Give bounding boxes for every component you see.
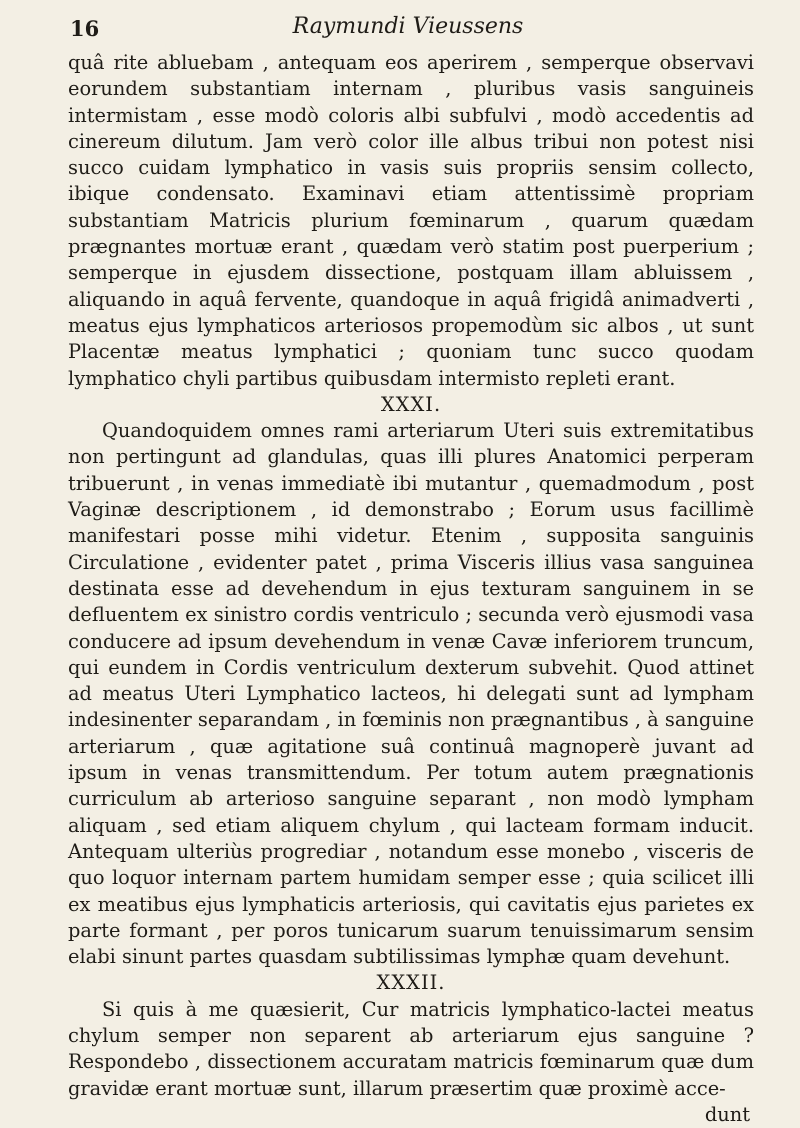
paragraph-continued: quâ rite abluebam , antequam eos aperirem , semperque observavi eorundem substantiam internam , pluribus vasis sanguineis intermistam , esse modò coloris albi subfulvi , modò accedentis ad cinereum dilutum. Jam verò color ille albus tribui non potest nisi succo cuidam lymphatico in vasis suis propriis sensim collecto, ibique condensato. Examinavi etiam attentissimè propriam substantiam Matricis plurium fœminarum , quarum quædam prægnantes mortuæ erant , quædam verò statim post puerperium ; semperque in ejusdem dissectione, postquam illam abluissem , aliquando in aquâ fervente, quandoque in aquâ frigidâ animadverti , meatus ejus lymphaticos arteriosos propemodùm sic albos , ut sunt Placentæ meatus lymphatici ; quoniam tunc succo quodam lymphatico chyli partibus quibusdam intermisto repleti erant.: [68, 51, 754, 390]
section-number-xxxii: XXXII.: [376, 971, 446, 995]
paragraph-xxxii: Si quis à me quæsierit, Cur matricis lymphatico-lactei meatus chylum semper non separent ab arteriarum ejus sanguine ? Respondebo , dissectionem accuratam matricis fœminarum quæ dum gravidæ erant mortuæ sunt, illarum præsertim quæ proximè acce-: [68, 997, 754, 1100]
paragraph-xxxi: Quandoquidem omnes rami arteriarum Uteri suis extremitatibus non pertingunt ad glandulas, quas illi plures Anatomici perperam tribuerunt , in venas immediatè ibi mutantur , quemadmodum , post Vaginæ descriptionem , id demonstrabo ; Eorum usus facillimè manifestari posse mihi videtur. Etenim , supposita sanguinis Circulatione , evidenter patet , prima Visceris illius vasa sanguinea destinata esse ad devehendum in ejus texturam sanguinem in se defluentem ex sinistro cordis ventriculo ; secunda verò ejusmodi vasa conducere ad ipsum devehendum in venæ Cavæ inferiorem truncum, qui eundem in Cordis ventriculum dexterum subvehit. Quod attinet ad meatus Uteri Lymphatico lacteos, hi delegati sunt ad lympham indesinenter separandam , in fœminis non prægnantibus , à sanguine arteriarum , quæ agitatione suâ continuâ magnoperè juvant ad ipsum in venas transmittendum. Per totum autem prægnationis curriculum ab arterioso sanguine separant , non modò lympham aliquam , sed etiam aliquem chylum , qui lacteam formam inducit. Antequam ulteriùs progrediar , notandum esse monebo , visceris de quo loquor internam partem humidam semper esse ; quia scilicet illi ex meatibus ejus lymphaticis arteriosis, qui cavitatis ejus parietes ex parte formant , per poros tunicarum suarum tenuissimarum sensim elabi sinunt partes quasdam subtilissimas lymphæ quam devehunt.: [68, 419, 754, 969]
section-number-xxxi: XXXI.: [380, 392, 442, 416]
body-text: [68, 50, 754, 1128]
page-header: [62, 10, 754, 50]
page-number: 16: [70, 16, 100, 41]
catchword: dunt: [704, 1102, 750, 1126]
running-title: Raymundi Vieussens: [292, 14, 524, 39]
